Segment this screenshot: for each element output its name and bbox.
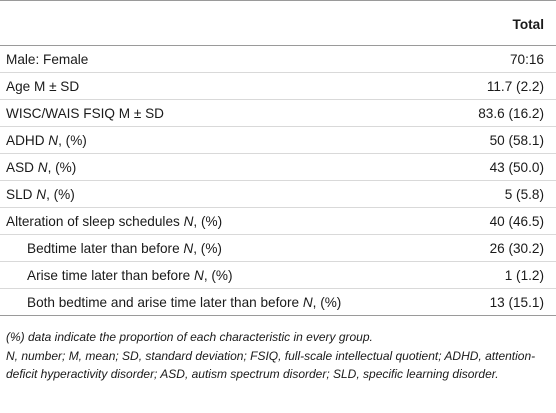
row-value: 1 (1.2) <box>448 262 556 289</box>
row-value: 11.7 (2.2) <box>448 73 556 100</box>
table-row <box>0 154 556 181</box>
row-label: WISC/WAIS FSIQ M ± SD <box>0 100 448 127</box>
footnote-proportion-note: (%) data indicate the proportion of each characteristic in every group. <box>6 330 373 344</box>
footnote-abbreviations: N, number; M, mean; SD, standard deviation; FSIQ, full-scale intellectual quotient; ADHD, attention-deficit hyperactivity disorder; ASD, autism spectrum disorder; SLD, specific learning disorder. <box>6 348 536 382</box>
row-value: 70:16 <box>448 46 556 73</box>
table-row <box>0 46 556 73</box>
table-row <box>0 181 556 208</box>
row-value: 50 (58.1) <box>448 127 556 154</box>
row-label: ADHD N, (%) <box>0 127 448 154</box>
table-row-indented <box>0 235 556 262</box>
table-row <box>0 100 556 127</box>
header-label-cell <box>0 1 448 46</box>
row-label: Alteration of sleep schedules N, (%) <box>0 208 448 235</box>
table-footnote <box>0 316 556 384</box>
table-row-indented <box>0 262 556 289</box>
table-row <box>0 127 556 154</box>
row-label: Male: Female <box>0 46 448 73</box>
row-value: 13 (15.1) <box>448 289 556 316</box>
table-row-indented <box>0 289 556 316</box>
table-header-row <box>0 1 556 46</box>
row-label: Both bedtime and arise time later than before N, (%) <box>0 289 448 316</box>
table-row <box>0 73 556 100</box>
row-value: 5 (5.8) <box>448 181 556 208</box>
row-label: ASD N, (%) <box>0 154 448 181</box>
table-row <box>0 208 556 235</box>
row-value: 83.6 (16.2) <box>448 100 556 127</box>
header-total-cell: Total <box>448 1 556 46</box>
row-label: Age M ± SD <box>0 73 448 100</box>
row-label: Bedtime later than before N, (%) <box>0 235 448 262</box>
row-value: 43 (50.0) <box>448 154 556 181</box>
row-label: SLD N, (%) <box>0 181 448 208</box>
table-body <box>0 46 556 316</box>
row-value: 26 (30.2) <box>448 235 556 262</box>
row-label: Arise time later than before N, (%) <box>0 262 448 289</box>
row-value: 40 (46.5) <box>448 208 556 235</box>
